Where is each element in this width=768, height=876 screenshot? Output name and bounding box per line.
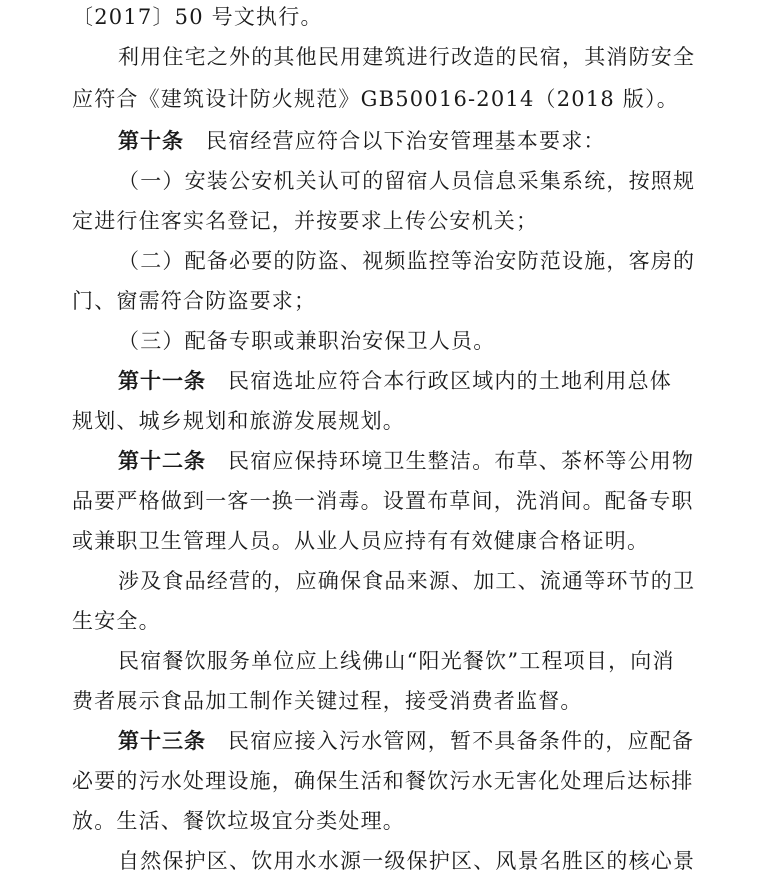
article-12-line: [118, 446, 758, 476]
text-line: （二）配备必要的防盗、视频监控等治安防范设施，客房的: [118, 249, 696, 273]
text-line: 或兼职卫生管理人员。从业人员应持有有效健康合格证明。: [72, 529, 650, 553]
article-text: 民宿选址应符合本行政区域内的土地利用总体: [228, 369, 672, 393]
text-line: （一）安装公安机关认可的留宿人员信息采集系统，按照规: [118, 169, 696, 193]
text-line: 利用住宅之外的其他民用建筑进行改造的民宿，其消防安全: [118, 45, 696, 69]
article-number: 第十二条: [118, 449, 206, 473]
text-line: 应符合《建筑设计防火规范》GB50016-2014（2018 版）。: [72, 87, 679, 111]
text-line: 自然保护区、饮用水水源一级保护区、风景名胜区的核心景: [118, 849, 696, 873]
article-text: 民宿应保持环境卫生整洁。布草、茶杯等公用物: [228, 449, 695, 473]
article-10-line: [118, 126, 758, 156]
text-line: 品要严格做到一客一换一消毒。设置布草间，洗消间。配备专职: [72, 489, 694, 513]
text-line: （三）配备专职或兼职治安保卫人员。: [118, 329, 496, 353]
text-line: 规划、城乡规划和旅游发展规划。: [72, 409, 405, 433]
text-line: 涉及食品经营的，应确保食品来源、加工、流通等环节的卫: [118, 569, 696, 593]
text-line: 费者展示食品加工制作关键过程，接受消费者监督。: [72, 689, 583, 713]
article-number: 第十条: [118, 129, 184, 153]
text-line: 放。生活、餐饮垃圾宜分类处理。: [72, 809, 405, 833]
article-number: 第十一条: [118, 369, 206, 393]
article-number: 第十三条: [118, 729, 206, 753]
text-line: 定进行住客实名登记，并按要求上传公安机关；: [72, 209, 539, 233]
text-line: 民宿餐饮服务单位应上线佛山“阳光餐饮”工程项目，向消: [118, 649, 675, 673]
text-line: 生安全。: [72, 609, 161, 633]
article-text: 民宿应接入污水管网，暂不具备条件的，应配备: [228, 729, 695, 753]
article-11-line: [118, 366, 758, 396]
article-13-line: [118, 726, 758, 756]
text-line: 〔2017〕50 号文执行。: [72, 5, 323, 29]
text-line: 门、窗需符合防盗要求；: [72, 289, 317, 313]
article-text: 民宿经营应符合以下治安管理基本要求：: [206, 129, 606, 153]
text-line: 必要的污水处理设施，确保生活和餐饮污水无害化处理后达标排: [72, 769, 694, 793]
